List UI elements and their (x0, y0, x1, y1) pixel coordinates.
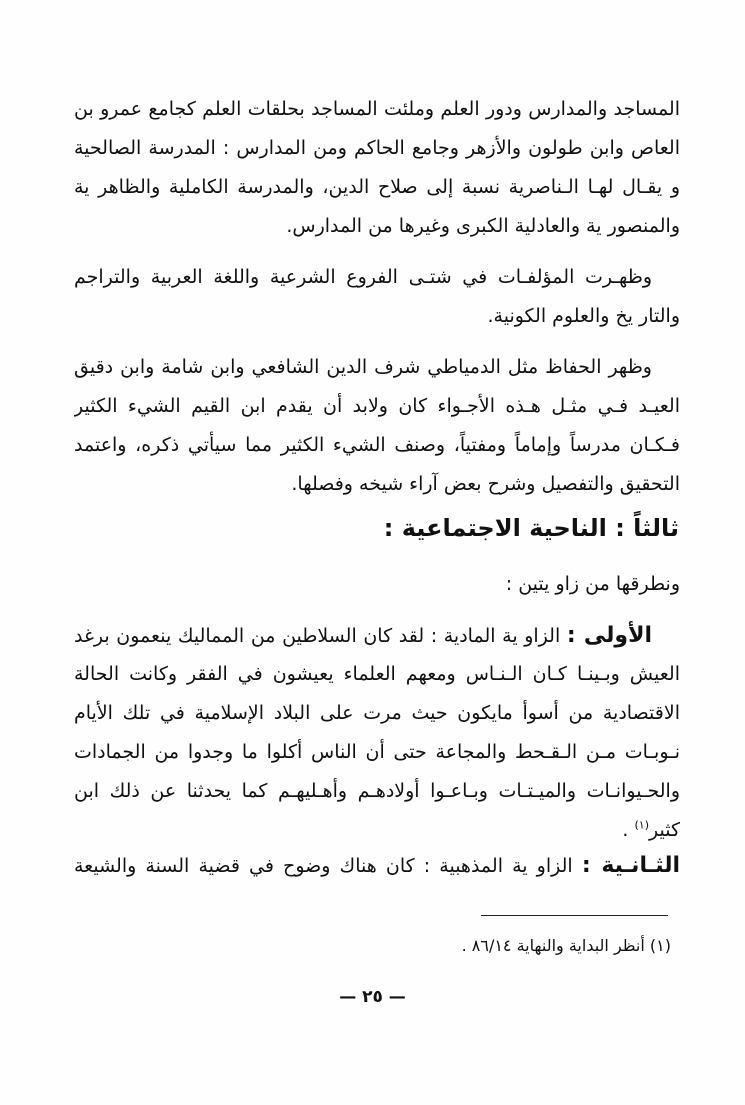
footnote-text: أنظر البداية والنهاية ٨٦/١٤ . (461, 936, 645, 955)
paragraph-line (74, 811, 680, 850)
intro-line (74, 565, 680, 604)
page-number: — ٢٥ — (339, 987, 406, 1007)
term-second: الثـانـية : (581, 853, 680, 878)
paragraph-4 (74, 616, 680, 850)
paragraph-5 (74, 846, 680, 885)
paragraph-line: ونطرقها من زاو يتين : (505, 573, 680, 595)
paragraph-2 (74, 258, 680, 336)
paragraph-line: والحـيوانـات والميـتـات وبـاعـوا أولادهـم وأهـليهـم كما يحدثنا عن ذلك ابن (74, 780, 680, 802)
footnote-divider (481, 915, 668, 916)
paragraph-line (74, 846, 680, 885)
paragraph-line: العيـد فـي مثـل هـذه الأجـواء كان ولابد أن يقدم ابن القيم الشيء الكثير (74, 395, 680, 417)
footnote-number: (١) (649, 936, 671, 955)
paragraph-3 (74, 348, 680, 504)
line-text: كثير (649, 819, 680, 841)
paragraph-line: التحقيق والتفصيل وشرح بعض آراء شيخه وفصلها. (291, 473, 680, 495)
paragraph-line: الاقتصادية من أسوأ مايكون حيث مرت على البلاد الإسلامية في تلك الأيام (74, 702, 680, 724)
term-first: الأولى : (566, 623, 653, 648)
paragraph-line: العيش وبـينـا كـان الـنـاس ومعهم العلماء يعيشون في الفقر وكانت الحالة (74, 663, 680, 685)
paragraph-line: والمنصور ية والعادلية الكبرى وغيرها من المدارس. (286, 215, 680, 237)
paragraph-line: المساجد والمدارس ودور العلم وملئت المساجد بحلقات العلم كجامع عمرو بن (74, 98, 680, 120)
paragraph-line: العاص وابن طولون والأزهر وجامع الحاكم ومن المدارس : المدرسة الصالحية (74, 137, 680, 159)
footnote (462, 931, 671, 961)
paragraph-line: وظهر الحفاظ مثل الدمياطي شرف الدين الشافعي وابن شامة وابن دقيق (74, 356, 652, 378)
paragraph-line (74, 616, 680, 655)
paragraph-line: وظهـرت المؤلفـات في شتـى الفروع الشرعية واللغة العربية والتراجم (74, 266, 652, 288)
section-heading: ثالثاً : الناحية الاجتماعية : (383, 514, 679, 542)
footnote-reference[interactable]: (١) (634, 818, 649, 832)
line-text: . (622, 819, 635, 841)
line-text: الزاو ية المذهبية : كان هناك وضوح في قضية السنة والشيعة (74, 855, 573, 877)
paragraph-line: و يقـال لهـا الـناصرية نسبة إلى صلاح الدين، والمدرسة الكاملية والظاهر ية (74, 176, 680, 198)
paragraph-line: فـكـان مدرساً وإماماً ومفتياً، وصنف الشيء الكثير مما سيأتي ذكره، واعتمد (74, 434, 680, 456)
line-text: الزاو ية المادية : لقد كان السلاطين من المماليك ينعمون برغد (74, 625, 561, 647)
paragraph-1 (74, 90, 680, 246)
paragraph-line: والتار يخ والعلوم الكونية. (487, 305, 680, 327)
paragraph-line: نـوبـات مـن الـقـحط والمجاعة حتى أن الناس أكلوا ما وجدوا من الجمادات (74, 741, 680, 763)
